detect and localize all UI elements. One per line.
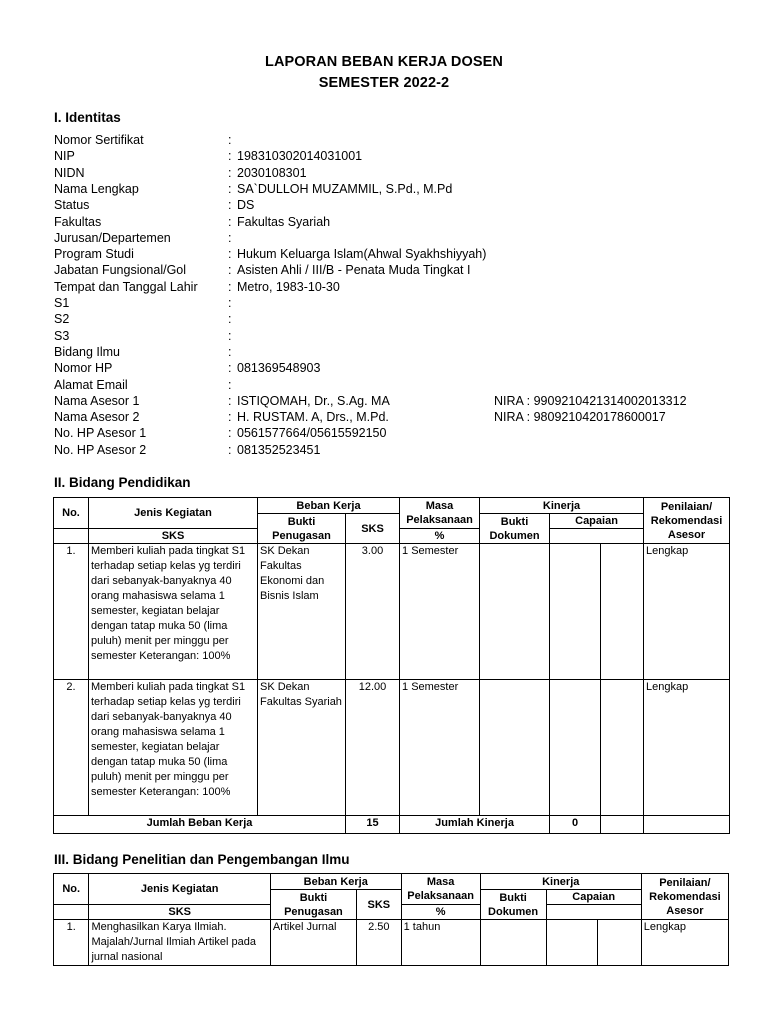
cell-sks: 3.00 [346,544,400,680]
cell-jenis: Menghasilkan Karya Ilmiah. Majalah/Jurnal Ilmiah Artikel pada jurnal nasional [89,920,270,966]
identitas-label: S1 [54,296,70,310]
col-capaian-pct: % [400,529,480,544]
col-bukti-penugasan: Bukti Penugasan [270,890,356,920]
identitas-value: H. RUSTAM. A, Drs., M.Pd. [237,410,389,425]
identitas-value: ISTIQOMAH, Dr., S.Ag. MA [237,393,390,408]
pendidikan-heading: II. Bidang Pendidikan [54,475,191,490]
identitas-colon: : [228,312,232,327]
identitas-colon: : [228,442,232,457]
report-title: LAPORAN BEBAN KERJA DOSEN [264,54,503,70]
cell-dokumen [480,680,550,816]
identitas-colon: : [228,393,232,408]
col-penilaian: Penilaian/ Rekomendasi Asesor [644,498,730,544]
col-jenis: Jenis Kegiatan [89,498,258,529]
jumlah-beban-label: Jumlah Beban Kerja [54,816,346,834]
identitas-nira: NIRA : 9909210421314002013312 [494,393,687,408]
identitas-label: Bidang Ilmu [54,344,121,359]
cell-jenis: Memberi kuliah pada tingkat S1 terhadap setiap kelas yg terdiri dari sebanyak-banyaknya 40 orang mahasiswa selama 1 semester, kegiatan belajar dengan tatap muka 50 (lima puluh) menit per minggu per semester Keterangan: 100% [89,544,258,680]
identitas-colon: : [228,263,232,278]
col-masa-cont [54,529,89,544]
identitas-label: No. HP Asesor 2 [54,442,147,457]
cell-bukti: SK Dekan Fakultas Syariah [258,680,346,816]
identitas-colon: : [228,426,232,441]
col-no: No. [54,874,89,905]
identitas-colon: : [228,361,232,376]
identitas-label: Fakultas [54,214,102,229]
identitas-label: S3 [54,328,70,343]
cell-penilaian: Lengkap [644,680,730,816]
identitas-label: Jabatan Fungsional/Gol [54,263,187,278]
penelitian-heading: III. Bidang Penelitian dan Pengembangan Ilmu [54,852,350,867]
identitas-colon: : [228,247,232,262]
col-masa: Masa Pelaksanaan [401,874,480,905]
table-row [54,920,729,966]
identitas-value: Hukum Keluarga Islam(Ahwal Syakhshiyyah) [237,247,487,262]
cell-dokumen [480,544,550,680]
identitas-colon: : [228,296,232,310]
cell-capaian-pct [601,680,644,816]
cell-no: 2. [54,680,89,816]
col-no: No. [54,498,89,529]
identitas-colon: : [228,410,232,425]
cell-dokumen [480,920,546,966]
cell-sks: 2.50 [357,920,402,966]
cell-bukti: Artikel Jurnal [270,920,356,966]
identitas-label: Tempat dan Tanggal Lahir [54,279,198,294]
cell-bukti: SK Dekan Fakultas Ekonomi dan Bisnis Islam [258,544,346,680]
pendidikan-table [53,497,730,834]
identitas-label: Nama Asesor 2 [54,410,140,425]
col-sks: SKS [357,890,402,920]
col-capaian-sks: SKS [89,529,258,544]
identitas-label: Alamat Email [54,377,128,392]
identitas-label: NIDN [54,165,85,180]
identitas-label: Jurusan/Departemen [54,230,171,245]
identitas-label: Nama Asesor 1 [54,393,140,408]
cell-masa: 1 Semester [400,680,480,816]
col-kinerja: Kinerja [480,498,644,514]
identitas-label: No. HP Asesor 1 [54,426,147,441]
report-semester: SEMESTER 2022-2 [318,75,450,91]
identitas-value: SA`DULLOH MUZAMMIL, S.Pd., M.Pd [237,181,453,196]
col-bukti-penugasan: Bukti Penugasan [258,514,346,544]
identitas-colon: : [228,328,232,343]
identitas-value: 2030108301 [237,165,307,180]
identitas-nira: NIRA : 9809210420178600017 [494,410,666,425]
table-row [54,680,730,816]
identitas-label: NIP [54,149,75,164]
col-jenis: Jenis Kegiatan [89,874,270,905]
cell-jenis: Memberi kuliah pada tingkat S1 terhadap setiap kelas yg terdiri dari sebanyak-banyaknya 40 orang mahasiswa selama 1 semester, kegiatan belajar dengan tatap muka 50 (lima puluh) menit per minggu per semester Keterangan: 100% [89,680,258,816]
col-beban-kerja: Beban Kerja [270,874,401,890]
col-masa-cont [54,905,89,920]
identitas-label: Status [54,198,90,213]
col-sks: SKS [346,514,400,544]
identitas-value: 081352523451 [237,442,321,457]
cell-sks: 12.00 [346,680,400,816]
col-penilaian: Penilaian/ Rekomendasi Asesor [641,874,728,920]
identitas-heading: I. Identitas [54,110,121,125]
identitas-label: Nama Lengkap [54,181,139,196]
penelitian-table [53,873,729,966]
cell-capaian-sks [546,920,598,966]
identitas-value: Metro, 1983-10-30 [237,279,340,294]
identitas-colon: : [228,198,232,213]
cell-capaian-pct [601,544,644,680]
cell-no: 1. [54,920,89,966]
jumlah-kinerja-label: Jumlah Kinerja [400,816,550,834]
cell-penilaian: Lengkap [644,544,730,680]
col-bukti-dokumen: Bukti Dokumen [480,890,546,920]
identitas-colon: : [228,165,232,180]
cell-no: 1. [54,544,89,680]
col-kinerja: Kinerja [480,874,641,890]
cell-capaian-sks [550,544,601,680]
identitas-value: DS [237,198,255,213]
identitas-label: S2 [54,312,70,327]
jumlah-beban-value: 15 [346,816,400,834]
cell-penilaian: Lengkap [641,920,728,966]
identitas-colon: : [228,214,232,229]
identitas-value: Fakultas Syariah [237,214,331,229]
col-masa: Masa Pelaksanaan [400,498,480,529]
identitas-label: Program Studi [54,247,134,262]
cell-capaian-sks [550,680,601,816]
col-capaian: Capaian [550,514,644,529]
cell-capaian-pct [598,920,642,966]
col-capaian-sks: SKS [89,905,270,920]
col-capaian: Capaian [546,890,641,905]
identitas-colon: : [228,230,232,245]
identitas-label: Nomor HP [54,361,113,376]
identitas-colon: : [228,279,232,294]
jumlah-penilaian [644,816,730,834]
identitas-colon: : [228,133,232,147]
identitas-value: 198310302014031001 [237,149,363,164]
identitas-colon: : [228,149,232,164]
identitas-colon: : [228,377,232,392]
col-beban-kerja: Beban Kerja [258,498,400,514]
cell-masa: 1 tahun [401,920,480,966]
jumlah-kinerja-pct [601,816,644,834]
identitas-colon: : [228,181,232,196]
jumlah-kinerja-value: 0 [550,816,601,834]
col-bukti-dokumen: Bukti Dokumen [480,514,550,544]
identitas-value: Asisten Ahli / III/B - Penata Muda Tingkat I [237,263,471,278]
identitas-colon: : [228,344,232,359]
cell-masa: 1 Semester [400,544,480,680]
col-capaian-pct: % [401,905,480,920]
identitas-value: 081369548903 [237,361,321,376]
identitas-value: 0561577664/05615592150 [237,426,387,441]
identitas-label: Nomor Sertifikat [54,133,144,147]
table-row [54,544,730,680]
